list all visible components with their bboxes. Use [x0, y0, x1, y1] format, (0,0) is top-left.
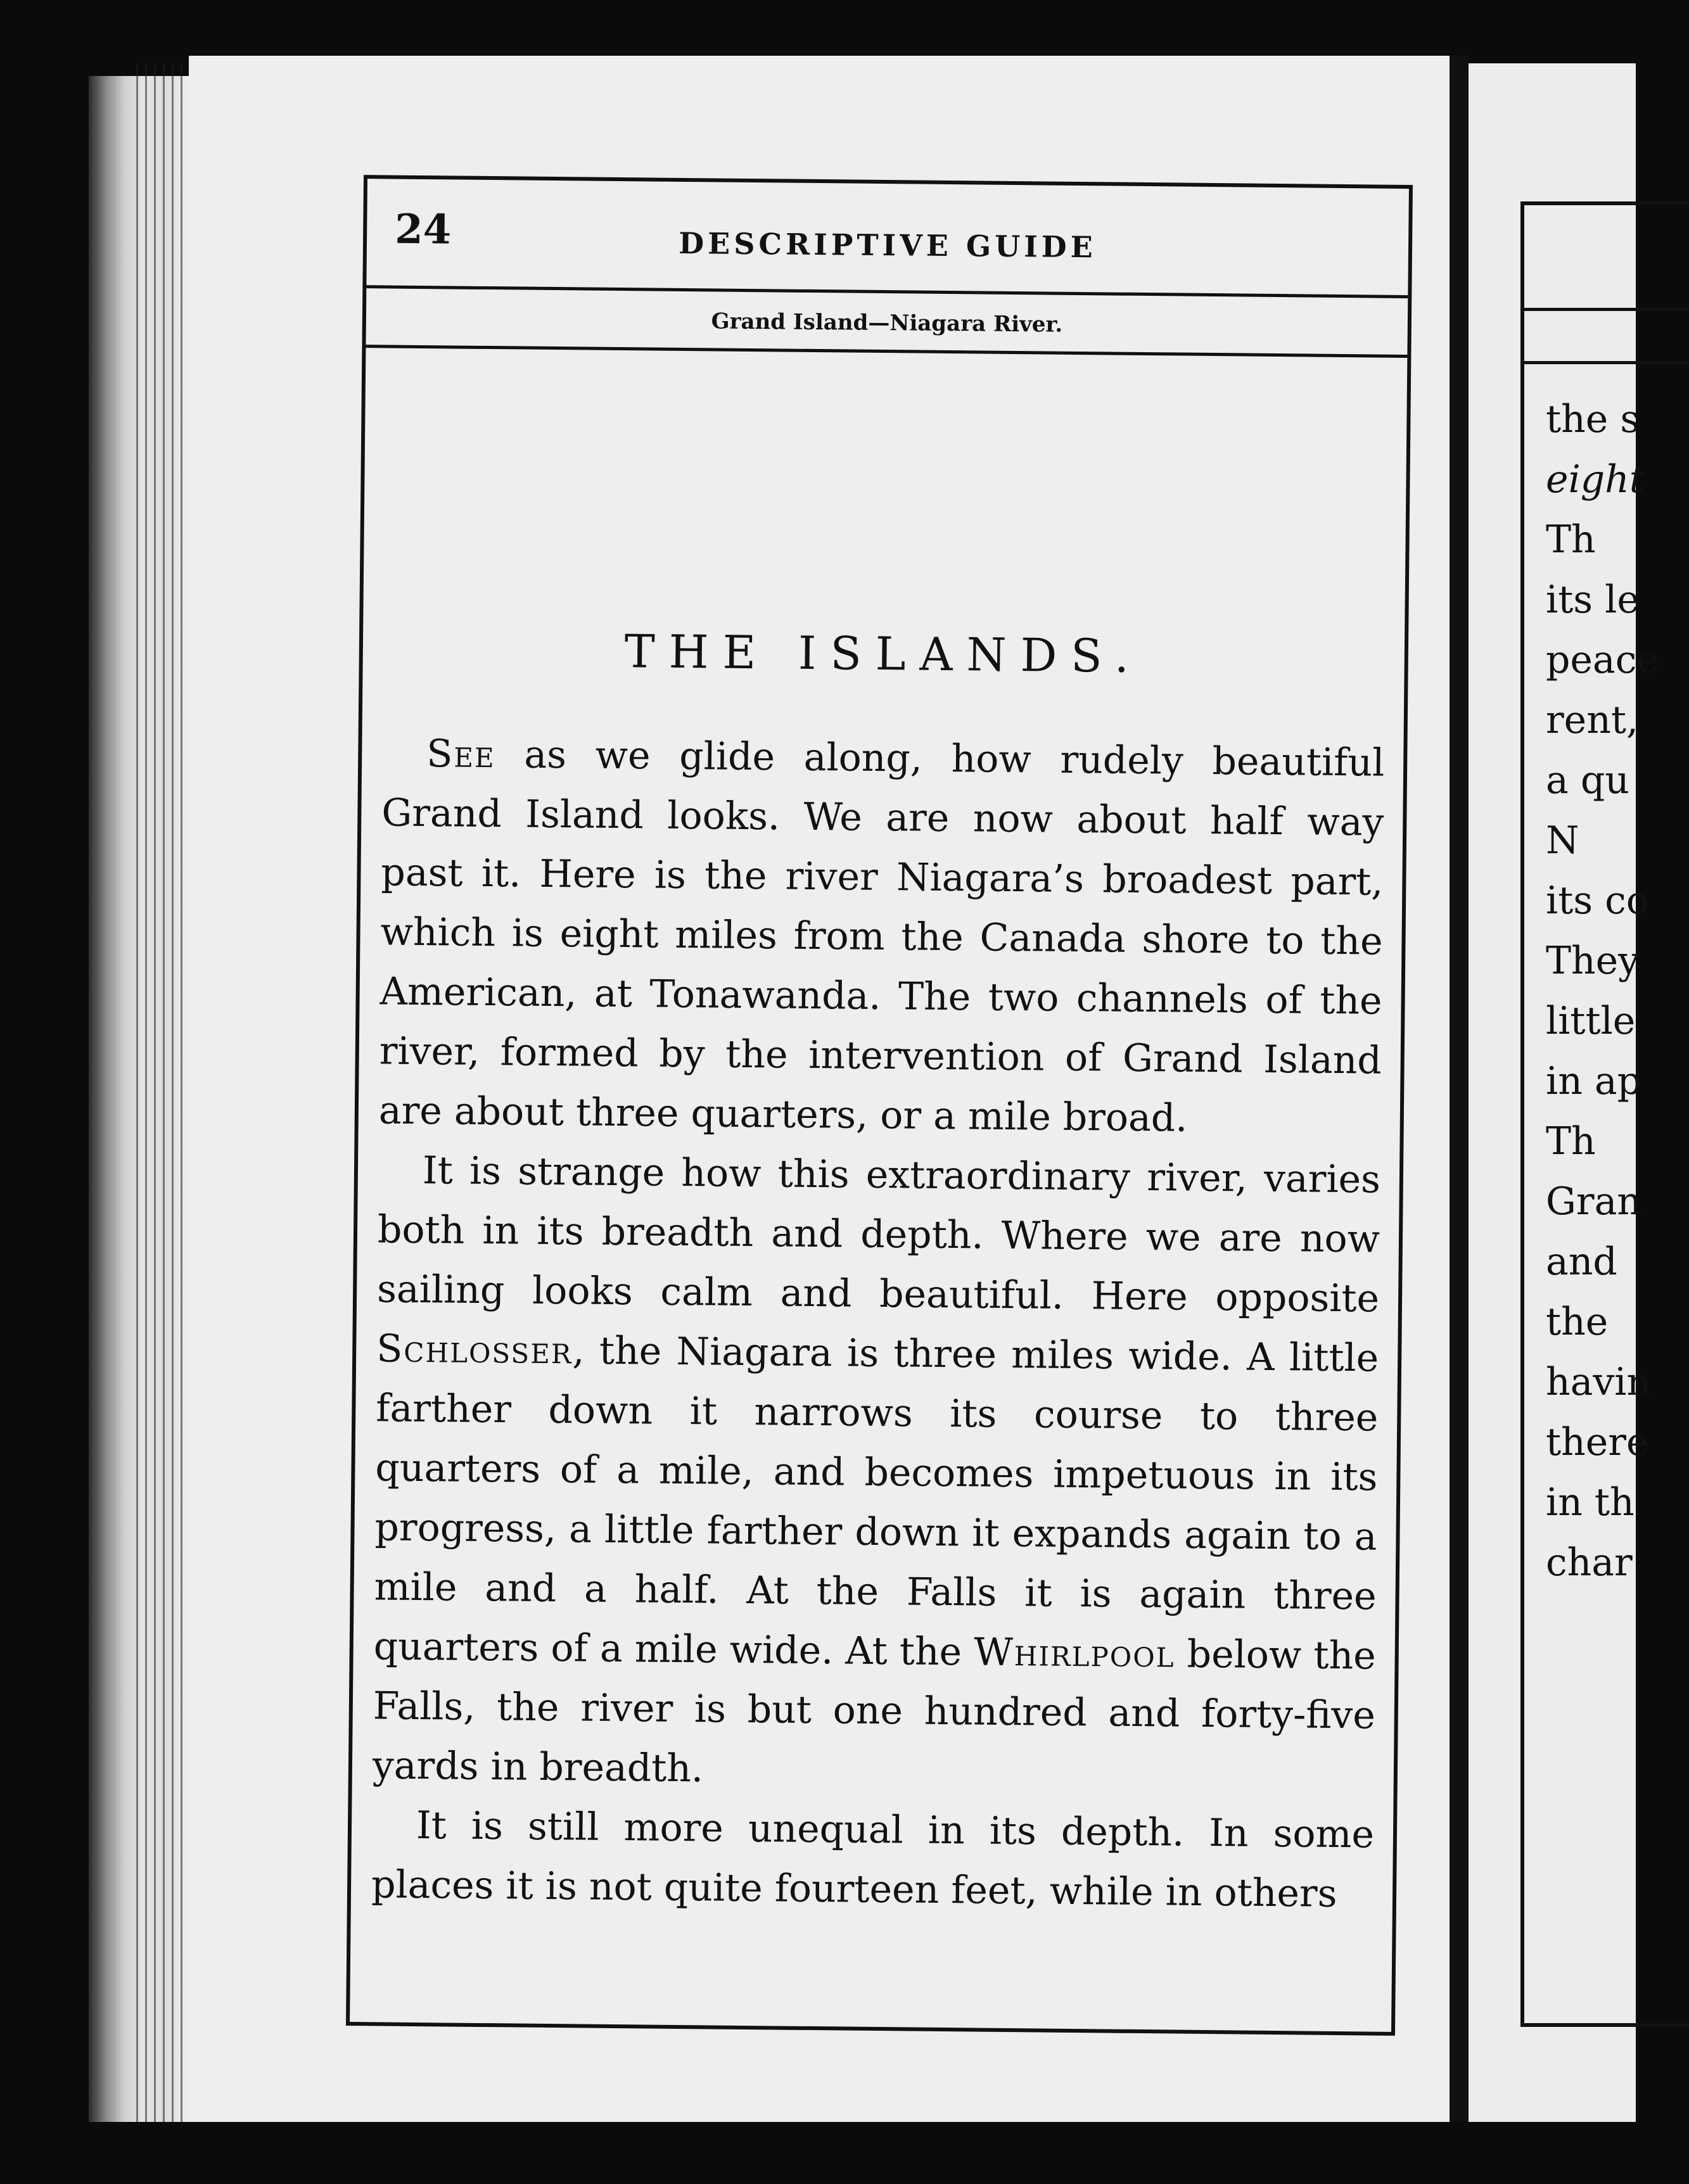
place-name-schlosser: Schlosser	[376, 1326, 573, 1373]
right-page-line: in th	[1546, 1480, 1635, 1525]
right-page-line: little	[1546, 999, 1636, 1043]
right-page-line: its le	[1546, 578, 1640, 622]
header-rule	[366, 285, 1408, 298]
paragraph-3-text: It is still more unequal in its depth. In some places it is not quite fourteen feet, while in others	[371, 1803, 1375, 1916]
right-page-line: They	[1546, 939, 1640, 983]
page-number: 24	[394, 205, 452, 254]
page-divider	[1450, 56, 1469, 2122]
subhead-rule	[366, 345, 1407, 358]
right-page-line: havin	[1546, 1360, 1652, 1404]
running-head: DESCRIPTIVE GUIDE	[679, 225, 1097, 265]
right-page-line: Th	[1546, 517, 1596, 562]
right-page-line: Gran	[1546, 1179, 1642, 1224]
paragraph-1-text: as we glide along, how rudely beautiful Grand Island looks. We are now about half way past it. Here is the river Niagara’s broadest part, which is eight miles from the Canada shore to the American, at Tonawanda. The two channels of the river, formed by the intervention of Grand Island are about three quarters, or a mile broad.	[378, 732, 1385, 1141]
right-page-line: there	[1546, 1420, 1649, 1464]
right-page-line: rent,	[1546, 698, 1639, 742]
paragraph-3	[371, 1795, 1375, 1924]
right-page-line: and	[1546, 1240, 1617, 1284]
right-page-line: N	[1546, 818, 1579, 863]
right-page-line: eight	[1546, 457, 1645, 502]
paragraph-2-text-b: , the Niagara is three miles wide. A little farther down it narrows its course to three quarters of a mile, and becomes impetuous in its progress, a little farther down it expands again to a mile and a half. At the Falls it is again three quarters of a mile wide. At the	[373, 1328, 1379, 1675]
page-frame	[346, 175, 1413, 2036]
section-subhead: Grand Island—Niagara River.	[711, 308, 1063, 338]
right-page-line: the s	[1546, 397, 1640, 441]
right-page-line: a qu	[1546, 758, 1629, 803]
drop-word: See	[426, 732, 496, 777]
right-page-line: char	[1546, 1540, 1633, 1585]
right-header-rule	[1524, 308, 1689, 311]
right-page-line: peace	[1546, 638, 1659, 682]
right-page-line: Th	[1546, 1119, 1596, 1164]
paragraph-1	[378, 723, 1384, 1150]
page-edges	[136, 63, 193, 2122]
place-name-whirlpool: Whirlpool	[973, 1630, 1175, 1677]
paragraph-2-text-a: It is strange how this extraordinary river, varies both in its breadth and depth. Where we are now sailing looks calm and beautiful. Here opposite	[376, 1148, 1381, 1321]
right-subhead-rule	[1524, 361, 1689, 364]
paragraph-2-text-c: below the Falls, the river is but one hundred and forty-five yards in breadth.	[372, 1632, 1377, 1791]
right-page-line: in ap	[1546, 1059, 1642, 1103]
paragraph-2	[373, 1140, 1381, 1805]
right-page-line: the	[1546, 1300, 1609, 1344]
chapter-title: THE ISLANDS.	[624, 625, 1144, 683]
body-text	[371, 723, 1385, 1924]
right-page-line: its co	[1546, 879, 1649, 923]
right-page-text	[1546, 390, 1659, 1593]
